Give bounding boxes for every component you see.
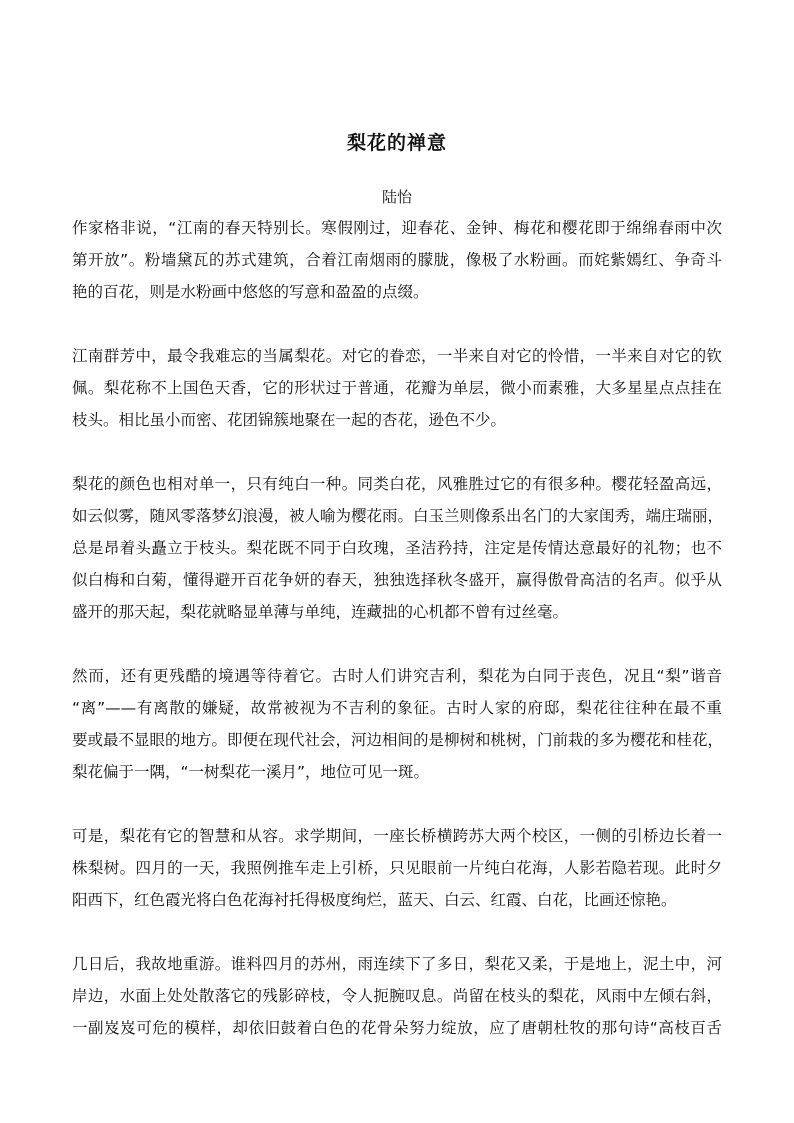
text-line: 梨花的颜色也相对单一，只有纯白一种。同类白花，风雅胜过它的有很多种。樱花轻盈高远，: [72, 475, 722, 493]
text-line: 要或最不显眼的地方。即便在现代社会，河边相间的是柳树和桃树，门前栽的多为樱花和桂花，: [72, 731, 724, 749]
text-line: 株梨树。四月的一天，我照例推车走上引桥，只见眼前一片纯白花海，人影若隐若现。此时夕: [72, 859, 722, 877]
text-line: 艳的百花，则是水粉画中悠悠的写意和盈盈的点缀。: [72, 283, 429, 301]
text-line: 如云似雾，随风零落梦幻浪漫，被人喻为樱花雨。白玉兰则像系出名门的大家闺秀，端庄瑞丽，: [72, 507, 724, 525]
paragraph: [72, 660, 722, 788]
text-line: 枝头。相比虽小而密、花团锦簇地聚在一起的杏花，逊色不少。: [72, 411, 507, 429]
article-body: [72, 212, 722, 1076]
paragraph: [72, 468, 722, 628]
text-line: 阳西下，红色霞光将白色花海衬托得极度绚烂，蓝天、白云、红霞、白花，比画还惊艳。: [72, 891, 677, 909]
text-line: 总是昂着头矗立于枝头。梨花既不同于白玫瑰，圣洁矜持，注定是传情达意最好的礼物；也不: [72, 539, 722, 557]
text-line: 佩。梨花称不上国色天香，它的形状过于普通，花瓣为单层，微小而素雅，大多星星点点挂在: [72, 379, 722, 397]
text-line: 然而，还有更残酷的境遇等待着它。古时人们讲究吉利，梨花为白同于丧色，况且“梨”谐音: [72, 667, 722, 685]
text-line: 江南群芳中，最令我难忘的当属梨花。对它的眷恋，一半来自对它的怜惜，一半来自对它的钦: [72, 347, 722, 365]
text-line: “离”——有离散的嫌疑，故常被视为不吉利的象征。古时人家的府邸，梨花往往种在最不重: [72, 699, 722, 717]
paragraph: [72, 212, 722, 308]
text-line: 可是，梨花有它的智慧和从容。求学期间，一座长桥横跨苏大两个校区，一侧的引桥边长着一: [72, 827, 722, 845]
article-title: 梨花的禅意: [346, 132, 447, 154]
article-author: 陆怡: [381, 188, 412, 206]
text-line: 一副岌岌可危的模样，却依旧鼓着白色的花骨朵努力绽放，应了唐朝杜牧的那句诗“高枝百舌: [72, 1019, 722, 1037]
text-line: 作家格非说，“江南的春天特别长。寒假刚过，迎春花、金钟、梅花和樱花即于绵绵春雨中次: [72, 219, 722, 237]
text-line: 梨花偏于一隅，“一树梨花一溪月”，地位可见一斑。: [72, 763, 430, 781]
paragraph: [72, 820, 722, 916]
text-line: 几日后，我故地重游。谁料四月的苏州，雨连续下了多日，梨花又柔，于是地上，泥土中，河: [72, 955, 722, 973]
paragraph: [72, 340, 722, 436]
text-line: 盛开的那天起，梨花就略显单薄与单纯，连藏拙的心机都不曾有过丝毫。: [72, 603, 569, 621]
text-line: 岸边，水面上处处散落它的残影碎枝，令人扼腕叹息。尚留在枝头的梨花，风雨中左倾右斜，: [72, 987, 722, 1005]
paragraph: [72, 948, 722, 1044]
text-line: 似白梅和白菊，懂得避开百花争妍的春天，独独选择秋冬盛开，赢得傲骨高洁的名声。似乎从: [72, 571, 722, 589]
text-line: 第开放”。粉墙黛瓦的苏式建筑，合着江南烟雨的朦胧，像极了水粉画。而姹紫嫣红、争奇斗: [72, 251, 722, 269]
